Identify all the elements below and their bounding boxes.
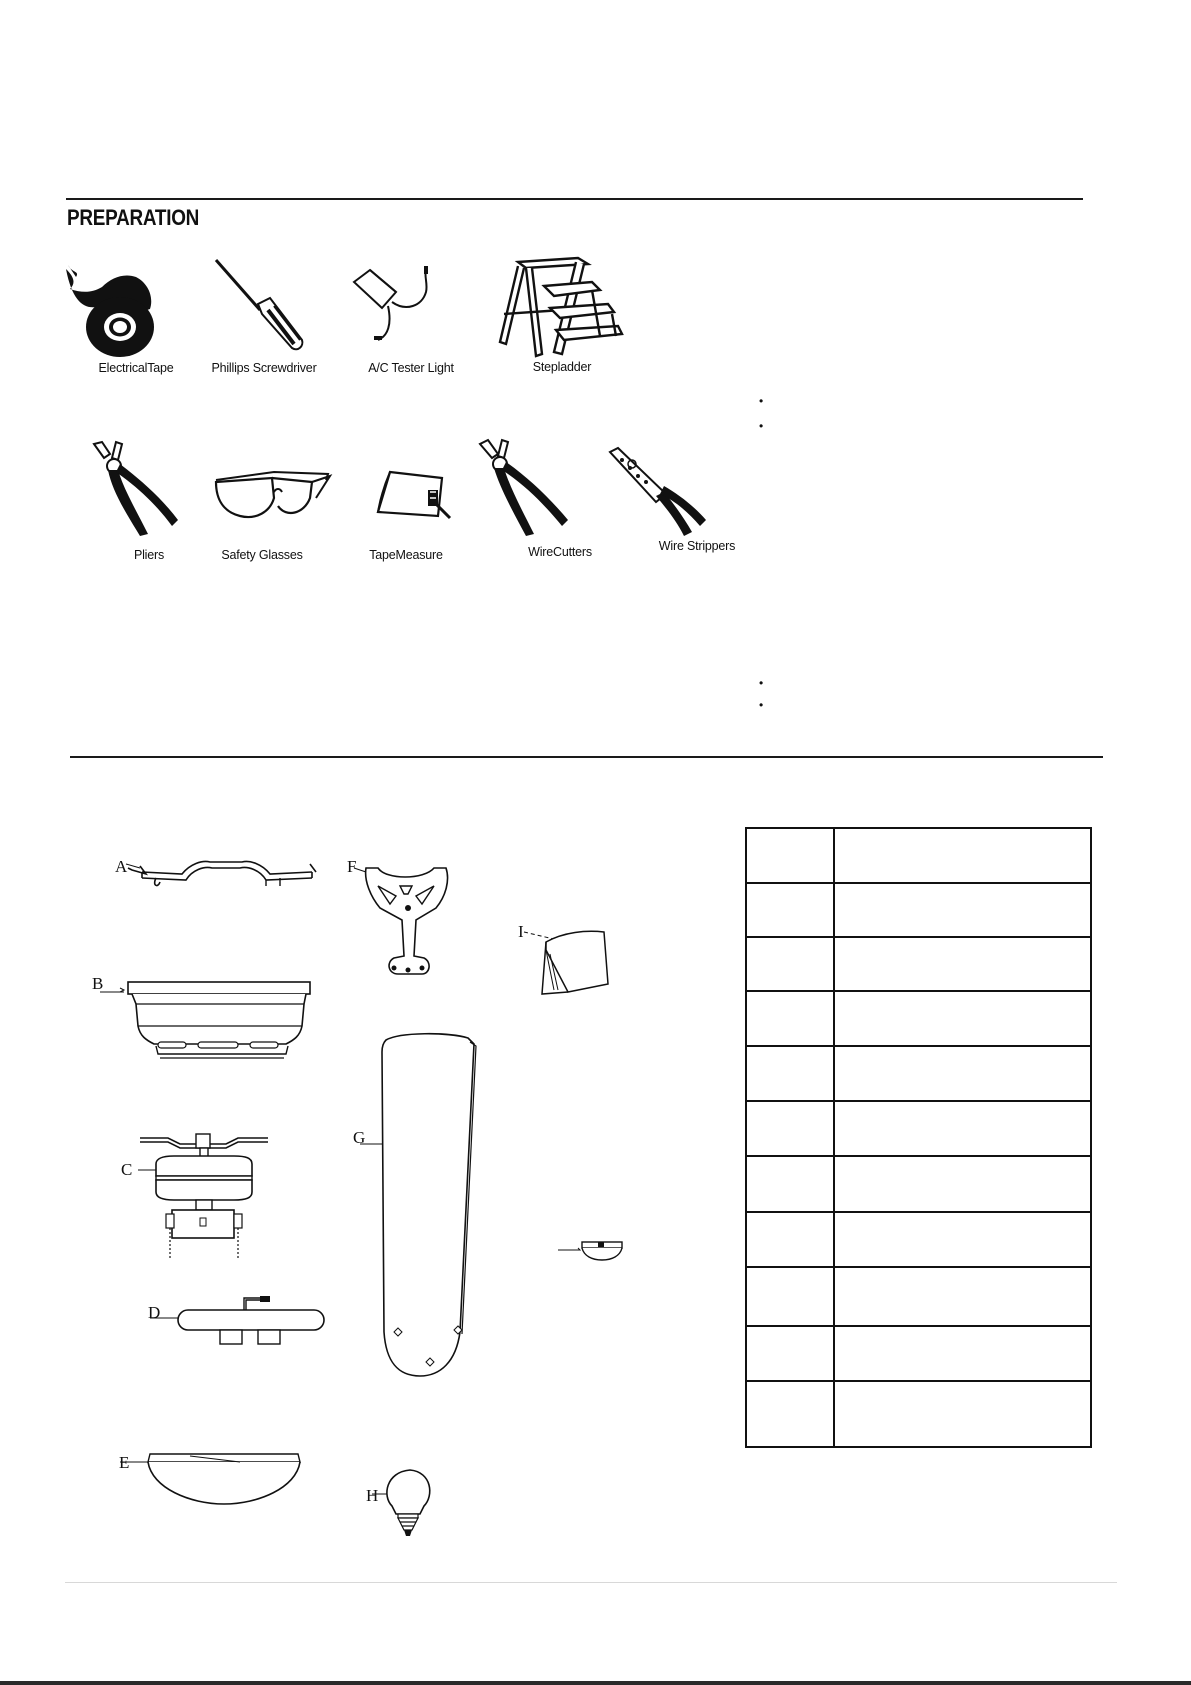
canopy-drawing [100,980,316,1064]
top-divider [66,198,1083,200]
table-row [746,883,1091,937]
table-cell [834,1212,1091,1267]
part-letter-a: A [115,857,128,876]
bullet-marker: • [759,419,764,433]
table-cell [746,1212,834,1267]
switch-housing-cap-drawing [558,1238,624,1264]
fan-blade-drawing [356,1032,480,1382]
table-row [746,1381,1091,1447]
bullet-marker: • [759,394,764,408]
table-cell [746,1326,834,1381]
table-cell [746,828,834,883]
table-cell [746,1381,834,1447]
table-cell [746,937,834,991]
parts-list-table [745,827,1092,1448]
part-letter-g: G [353,1128,366,1147]
table-row [746,1156,1091,1212]
bullet-marker: • [759,676,764,690]
wire-strippers-icon [608,446,708,538]
table-row [746,1101,1091,1156]
tool-label-wire-cutters: WireCutters [528,545,592,559]
mid-divider [70,756,1103,758]
table-row [746,991,1091,1046]
electrical-tape-icon [62,263,162,363]
table-cell [746,1101,834,1156]
table-row [746,828,1091,883]
wire-cutters-icon [478,438,576,542]
table-cell [834,1381,1091,1447]
table-row [746,1212,1091,1267]
table-row [746,1267,1091,1326]
tool-label-electrical-tape: ElectricalTape [98,361,174,375]
part-letter-c: C [121,1160,133,1179]
tool-label-pliers: Pliers [133,548,165,562]
table-cell [746,1156,834,1212]
light-bulb-drawing [372,1466,436,1542]
part-letter-e: E [119,1453,130,1472]
table-cell [834,1101,1091,1156]
part-letter-d: D [148,1303,161,1322]
hardware-bag-drawing [524,924,614,1000]
light-kit-adapter-drawing [150,1296,328,1348]
table-cell [746,1046,834,1101]
safety-glasses-icon [212,468,332,528]
bottom-edge-bar [0,1681,1191,1685]
part-letter-h: H [366,1486,379,1505]
table-cell [834,991,1091,1046]
pliers-icon [90,440,182,544]
tester-light-icon [348,266,438,346]
part-letter-i: I [518,922,524,941]
table-cell [746,883,834,937]
tool-label-phillips-screwdriver: Phillips Screwdriver [211,361,317,375]
tool-label-tape-measure: TapeMeasure [369,548,443,562]
table-cell [834,1156,1091,1212]
table-row [746,1326,1091,1381]
table-row [746,937,1091,991]
table-cell [834,1046,1091,1101]
glass-bowl-drawing [120,1448,304,1512]
table-row [746,1046,1091,1101]
table-cell [834,1326,1091,1381]
screwdriver-icon [214,258,304,354]
blade-iron-drawing [364,860,454,982]
stepladder-icon [496,256,626,360]
table-cell [746,991,834,1046]
tool-label-stepladder: Stepladder [532,360,592,374]
footer-divider [65,1582,1117,1583]
tool-label-safety-glasses: Safety Glasses [221,548,303,562]
table-cell [746,1267,834,1326]
bullet-marker: • [759,698,764,712]
tool-label-wire-strippers: Wire Strippers [658,539,736,553]
tool-label-ac-tester-light: A/C Tester Light [368,361,454,375]
tape-measure-icon [376,468,452,530]
table-cell [834,828,1091,883]
table-cell [834,1267,1091,1326]
section-title: PREPARATION [67,205,200,230]
motor-assembly-drawing [134,1134,274,1270]
mounting-bracket-drawing [126,856,326,892]
table-cell [834,937,1091,991]
part-letter-b: B [92,974,104,993]
table-cell [834,883,1091,937]
part-letter-f: F [347,857,357,876]
